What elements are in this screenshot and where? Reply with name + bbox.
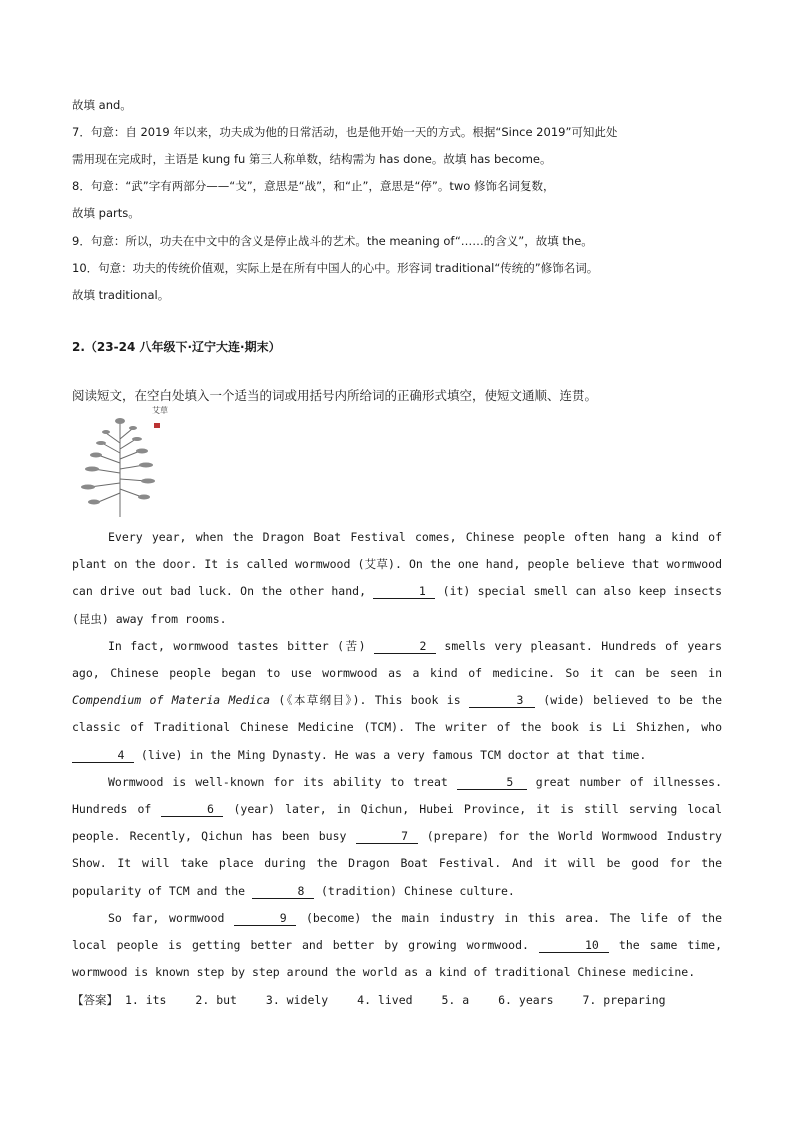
passage (72, 524, 722, 986)
blank-9[interactable]: 9 (234, 911, 296, 926)
note-line: 9．句意：所以，功夫在中文中的含义是停止战斗的艺术。the meaning of“……的含义”，故填 the。 (72, 234, 593, 248)
note-line: 需用现在完成时，主语是 kung fu 第三人称单数，结构需为 has done。故填 has become。 (72, 152, 552, 166)
book-title: Compendium of Materia Medica (72, 693, 271, 708)
passage-paragraph-3: Wormwood is well-known for its ability to treat 5 great number of illnesses. Hundreds of 6 (year) later, in Qichun, Hubei Province, it is still serving local people. Recently, Qichun has been busy 7 (prepare) for the World Wormwood Industry Show. It will take place during the Dragon Boat Festival. And it will be good for the popularity of TCM and the 8 (tradition) Chinese culture. (72, 774, 722, 898)
answer-item: 7. preparing (582, 993, 666, 1007)
blank-8[interactable]: 8 (252, 884, 314, 899)
blank-6[interactable]: 6 (161, 802, 223, 817)
answer-item: 1. its (124, 993, 167, 1007)
note-line: 8．句意：“武”字有两部分——“戈”，意思是“战”，和“止”，意思是“停”。two 修饰名词复数， (72, 179, 555, 193)
answer-item: 4. lived (357, 993, 413, 1007)
blank-3[interactable]: 3 (469, 693, 535, 708)
note-line: 故填 traditional。 (72, 288, 170, 302)
blank-4[interactable]: 4 (72, 748, 134, 763)
wormwood-illustration (76, 403, 168, 519)
blank-7[interactable]: 7 (356, 829, 418, 844)
question-heading: 2.（23-24 八年级下·辽宁大连·期末） (72, 340, 281, 354)
blank-1[interactable]: 1 (373, 584, 435, 599)
blank-5[interactable]: 5 (457, 775, 527, 790)
answer-item: 2. but (195, 993, 237, 1007)
note-line: 故填 and。 (72, 98, 132, 112)
answer-item: 6. years (498, 993, 554, 1007)
answer-label: 【答案】 (72, 993, 118, 1007)
blank-10[interactable]: 10 (539, 938, 609, 953)
note-line: 10．句意：功夫的传统价值观，实际上是在所有中国人的心中。形容词 traditional“传统的”修饰名词。 (72, 261, 599, 275)
note-line: 故填 parts。 (72, 206, 140, 220)
note-line: 7．句意：自 2019 年以来，功夫成为他的日常活动，也是他开始一天的方式。根据“Since 2019”可知此处 (72, 125, 618, 139)
blank-2[interactable]: 2 (374, 639, 436, 654)
passage-paragraph-4: So far, wormwood 9 (become) the main industry in this area. The life of the local people is getting better and better by growing wormwood. 10 the same time, wormwood is known step by step around the world as a kind of traditional Chinese medicine. (72, 910, 722, 980)
answer-item: 3. widely (265, 993, 329, 1007)
image-caption: 艾草 (152, 406, 168, 415)
answer-item: 5. a (441, 993, 470, 1007)
passage-paragraph-1: Every year, when the Dragon Boat Festival comes, Chinese people often hang a kind of plant on the door. It is called wormwood (艾草). On the one hand, people believe that wormwood can drive out bad luck. On the other hand, 1 (it) special smell can also keep insects (昆虫) away from rooms. (72, 530, 722, 626)
answer-line (72, 992, 688, 1008)
passage-paragraph-2: In fact, wormwood tastes bitter (苦) 2 smells very pleasant. Hundreds of years ago, Chinese people began to use wormwood as a kind of medicine. So it can be seen in Compendium of Materia Medica (《本草纲目》). This book is 3 (wide) believed to be the classic of Traditional Chinese Medicine (TCM). The writer of the book is Li Shizhen, who 4 (live) in the Ming Dynasty. He was a very famous TCM doctor at that time. (72, 638, 722, 762)
question-instruction: 阅读短文，在空白处填入一个适当的词或用括号内所给词的正确形式填空，使短文通顺、连贯。 (72, 388, 598, 403)
